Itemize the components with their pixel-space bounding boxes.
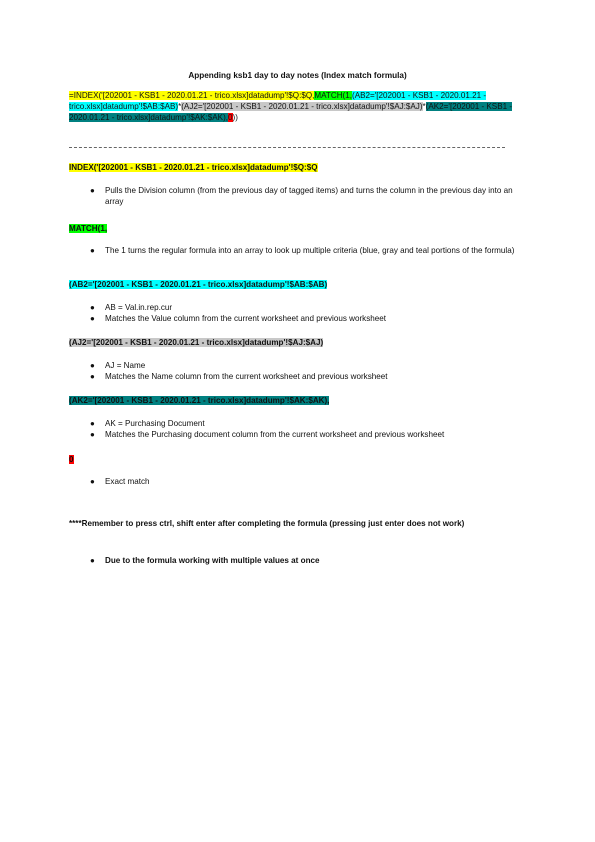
bullet-icon: ● [90, 430, 95, 439]
list-item: ● Due to the formula working with multiple values at once [90, 556, 320, 565]
bullet-list-index [90, 185, 520, 207]
section-heading-zero: 0 [69, 455, 74, 464]
bullet-icon: ● [90, 419, 95, 428]
formula-suffix: )) [232, 112, 238, 122]
list-item: ● The 1 turns the regular formula into an array to look up multiple criteria (blue, gray and teal portions of the formula) [90, 246, 515, 255]
list-item: ● Matches the Purchasing document column from the current worksheet and previous worksheet [90, 430, 445, 439]
bullet-icon: ● [90, 314, 95, 323]
section-heading-match: MATCH(1, [69, 224, 108, 233]
list-item: ● AK = Purchasing Document [90, 419, 205, 428]
section-divider [69, 147, 505, 148]
section-heading-aj: (AJ2='[202001 - KSB1 - 2020.01.21 - trico.xlsx]datadump'!$AJ:$AJ) [69, 338, 324, 347]
bullet-list-ab [90, 302, 520, 324]
list-item: ● Matches the Name column from the current worksheet and previous worksheet [90, 372, 388, 381]
bullet-list-match [90, 245, 520, 256]
formula-ab-part: (AB2='[202001 - KSB1 - 2020.01.21 - trico.xlsx]datadump'!$AB:$AB) [69, 91, 487, 111]
bullet-icon: ● [90, 246, 95, 255]
bullet-icon: ● [90, 372, 95, 381]
list-item: ● AB = Val.in.rep.cur [90, 303, 173, 312]
section-heading-ak: (AK2='[202001 - KSB1 - 2020.01.21 - trico.xlsx]datadump'!$AK:$AK), [69, 396, 330, 405]
formula-aj-part: (AJ2='[202001 - KSB1 - 2020.01.21 - trico.xlsx]datadump'!$AJ:$AJ) [181, 101, 423, 111]
bullet-icon: ● [90, 303, 95, 312]
formula-star-1: * [178, 101, 182, 111]
bullet-list-ak [90, 418, 520, 440]
bullet-list-zero [90, 476, 520, 487]
full-formula [69, 91, 521, 123]
formula-index-part: INDEX('[202001 - KSB1 - 2020.01.21 - trico.xlsx]datadump'!$Q:$Q, [73, 91, 315, 100]
formula-match-part: MATCH(1, [314, 91, 352, 100]
list-item: ● Exact match [90, 477, 150, 486]
bullet-icon: ● [90, 477, 95, 486]
page-title: Appending ksb1 day to day notes (Index match formula) [188, 71, 407, 80]
section-heading-ab: (AB2='[202001 - KSB1 - 2020.01.21 - trico.xlsx]datadump'!$AB:$AB) [69, 280, 328, 289]
formula-star-2: * [422, 101, 426, 111]
bullet-icon: ● [90, 361, 95, 370]
formula-prefix: = [69, 91, 74, 100]
section-heading-index: INDEX('[202001 - KSB1 - 2020.01.21 - trico.xlsx]datadump'!$Q:$Q [69, 163, 318, 172]
formula-ak-part: (AK2='[202001 - KSB1 - 2020.01.21 - trico.xlsx]datadump'!$AK:$AK), [69, 101, 513, 122]
bullet-list-aj [90, 360, 520, 382]
list-item: ● AJ = Name [90, 361, 146, 370]
bullet-icon: ● [90, 556, 95, 565]
bullet-list-note [90, 555, 520, 566]
list-item: ● Matches the Value column from the current worksheet and previous worksheet [90, 314, 387, 323]
formula-zero-part: 0 [228, 112, 233, 122]
bullet-icon: ● [90, 186, 95, 195]
list-item: ● Pulls the Division column (from the previous day of tagged items) and turns the column in the previous day into an array [90, 186, 513, 206]
reminder-note: ****Remember to press ctrl, shift enter after completing the formula (pressing just enter does not work) [69, 519, 465, 528]
